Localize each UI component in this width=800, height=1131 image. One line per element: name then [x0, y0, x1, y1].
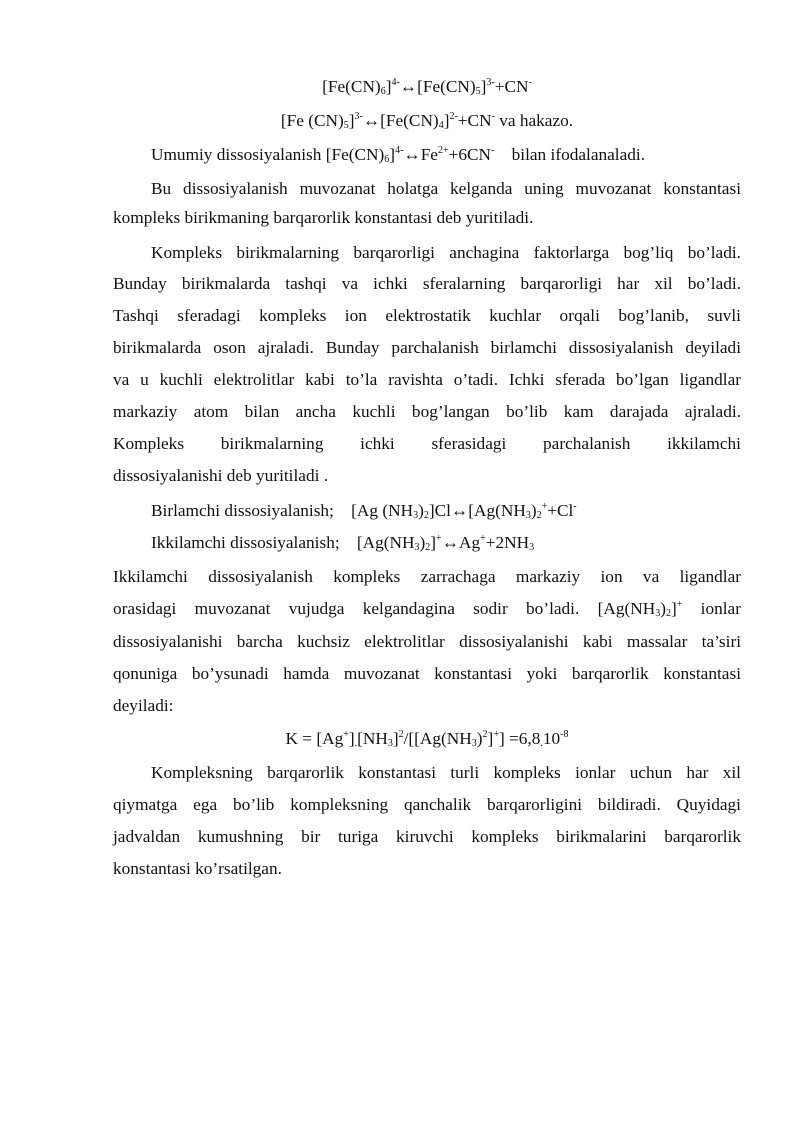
eq-text: ] =6,8: [498, 729, 541, 748]
eq-text: ): [419, 533, 426, 552]
eq-text: [Fe(CN): [380, 111, 439, 130]
paragraph-3-line: deyiladi:: [113, 696, 174, 715]
eq-sub: 3: [529, 542, 535, 553]
eq-text: ): [530, 501, 537, 520]
paragraph-2-line: Kompleks birikmalarning ichki sferasidagi parchalanish ikkilamchi: [113, 434, 741, 453]
paragraph-2-line: dissosiyalanishi deb yuritiladi .: [113, 466, 329, 485]
paragraph-1-line: kompleks birikmaning barqarorlik konstantasi deb yuritiladi.: [113, 208, 534, 227]
eq-sub: 2: [425, 542, 431, 553]
eq-sup: -: [491, 111, 495, 122]
eq-sup: 3-: [354, 111, 363, 122]
paragraph-3-line: qonuniga bo’ysunadi hamda muvozanat konstantasi yoki barqarorlik konstantasi: [113, 664, 741, 683]
eq-text: ]: [487, 729, 494, 748]
eq-sub: 5: [343, 120, 349, 131]
eq-sub: 2: [536, 510, 542, 521]
eq-text: ]Cl↔[Ag(NH: [428, 501, 526, 520]
eq-text: +CN: [494, 77, 529, 96]
equation-3: [151, 145, 741, 165]
eq-text: ]: [348, 111, 355, 130]
eq-text: [Fe(CN): [417, 77, 476, 96]
eq-arrow: ↔: [362, 111, 381, 130]
paragraph-2-line: markaziy atom bilan ancha kuchli bog’langan bo’lib kam darajada ajraladi.: [113, 402, 741, 421]
eq-text: ]: [670, 599, 677, 618]
eq-text: ↔Fe: [403, 145, 438, 164]
eq-text: [Fe (CN): [280, 111, 344, 130]
paragraph-4-line: qiymatga ega bo’lib kompleksning qanchalik barqarorligini bildiradi. Quyidagi: [113, 795, 741, 814]
paragraph-4-line: jadvaldan kumushning bir turiga kiruvchi kompleks birikmalarini barqarorlik: [113, 827, 741, 846]
eq-sup: +: [541, 501, 548, 512]
eq-text: ): [660, 599, 666, 618]
equation-1: [113, 77, 741, 97]
eq-sub: 4: [438, 120, 444, 131]
eq-text: +2NH: [485, 533, 530, 552]
eq-sup: 2: [482, 729, 488, 740]
paragraph-2-line: Bunday birikmalarda tashqi va ichki sferalarning barqarorligi har xil bo’ladi.: [113, 274, 741, 293]
paragraph-2-line: va u kuchli elektrolitlar kabi to’la ravishta o’tadi. Ichki sferada bo’lgan ligandlar: [113, 370, 741, 389]
eq-sup: 2: [398, 729, 404, 740]
eq-sup: 3-: [486, 77, 495, 88]
eq-text: ionlar: [682, 599, 741, 618]
paragraph-2-line: Kompleks birikmalarning barqarorligi anchagina faktorlarga bog’liq bo’ladi.: [151, 243, 741, 262]
eq-sub: .: [540, 738, 543, 749]
equation-2: [113, 111, 741, 131]
eq-text: ): [476, 729, 483, 748]
eq-text: +6CN: [448, 145, 492, 164]
eq-sub: 3: [471, 738, 477, 749]
eq-sup: +: [480, 533, 486, 544]
eq-text: ): [418, 501, 424, 520]
eq-text: ]: [385, 77, 392, 96]
equation-6: [113, 729, 741, 749]
eq-sup: +: [676, 599, 683, 610]
eq-text: +CN: [457, 111, 492, 130]
eq-text: [NH: [357, 729, 388, 748]
eq-text: 10: [542, 729, 561, 748]
eq-sup: -8: [560, 729, 569, 740]
eq-sup: +: [343, 729, 349, 740]
eq-text: /[[Ag(NH: [403, 729, 472, 748]
eq-text: Ikkilamchi dissosiyalanish; [Ag(NH: [151, 533, 415, 552]
equation-5: [151, 533, 741, 553]
paragraph-4-line: konstantasi ko’rsatilgan.: [113, 859, 282, 878]
eq-text: bilan ifodalanaladi.: [494, 145, 646, 164]
eq-sup: 4-: [391, 77, 400, 88]
eq-text: Umumiy dissosiyalanish [Fe(CN): [151, 145, 385, 164]
eq-text: ]: [480, 77, 487, 96]
eq-sub: 3: [387, 738, 393, 749]
eq-text: orasidagi muvozanat vujudga kelgandagina sodir bo’ladi. [Ag(NH: [113, 599, 656, 618]
eq-sup: 2-: [449, 111, 458, 122]
paragraph-2-line: Tashqi sferadagi kompleks ion elektrostatik kuchlar orqali bog’lanib, suvli: [113, 306, 741, 325]
paragraph-3-line: dissosiyalanishi barcha kuchsiz elektrolitlar dissosiyalanishi kabi massalar ta’siri: [113, 632, 741, 651]
eq-sub: 5: [475, 86, 481, 97]
eq-sup: -: [573, 501, 577, 512]
eq-sub: 3: [525, 510, 531, 521]
eq-text: ]: [348, 729, 355, 748]
eq-text: ↔Ag: [441, 533, 481, 552]
eq-sup: -: [491, 145, 495, 156]
eq-sub: 6: [384, 154, 390, 165]
eq-text: Birlamchi dissosiyalanish; [Ag (NH: [151, 501, 414, 520]
eq-sup: -: [528, 77, 532, 88]
eq-text: ]: [443, 111, 450, 130]
eq-sub: 2: [423, 510, 429, 521]
eq-text: ]: [392, 729, 399, 748]
paragraph-3-line: [113, 599, 741, 619]
paragraph-2-line: birikmalarda oson ajraladi. Bunday parchalanish birlamchi dissosiyalanish deyiladi: [113, 338, 741, 357]
eq-sub: 2: [665, 608, 671, 619]
eq-sub: 6: [380, 86, 386, 97]
equation-4: [151, 501, 741, 521]
paragraph-4-line: Kompleksning barqarorlik konstantasi turli kompleks ionlar uchun har xil: [151, 763, 741, 782]
eq-arrow: ↔: [399, 77, 418, 96]
eq-text: va hakazo.: [494, 111, 574, 130]
eq-text: ]: [430, 533, 437, 552]
eq-sub: .: [354, 738, 358, 749]
paragraph-3-line: Ikkilamchi dissosiyalanish kompleks zarrachaga markaziy ion va ligandlar: [113, 567, 741, 586]
eq-text: K = [Ag: [285, 729, 344, 748]
eq-sub: 3: [413, 510, 419, 521]
eq-text: ]: [389, 145, 396, 164]
paragraph-1-line: Bu dissosiyalanish muvozanat holatga kelganda uning muvozanat konstantasi: [151, 179, 741, 198]
eq-sup: 4-: [395, 145, 404, 156]
eq-sub: 3: [655, 608, 661, 619]
eq-sup: 2+: [437, 145, 449, 156]
eq-sup: +: [436, 533, 442, 544]
eq-text: [Fe(CN): [322, 77, 381, 96]
eq-sup: +: [493, 729, 499, 740]
eq-text: +Cl: [547, 501, 574, 520]
eq-sub: 3: [414, 542, 420, 553]
